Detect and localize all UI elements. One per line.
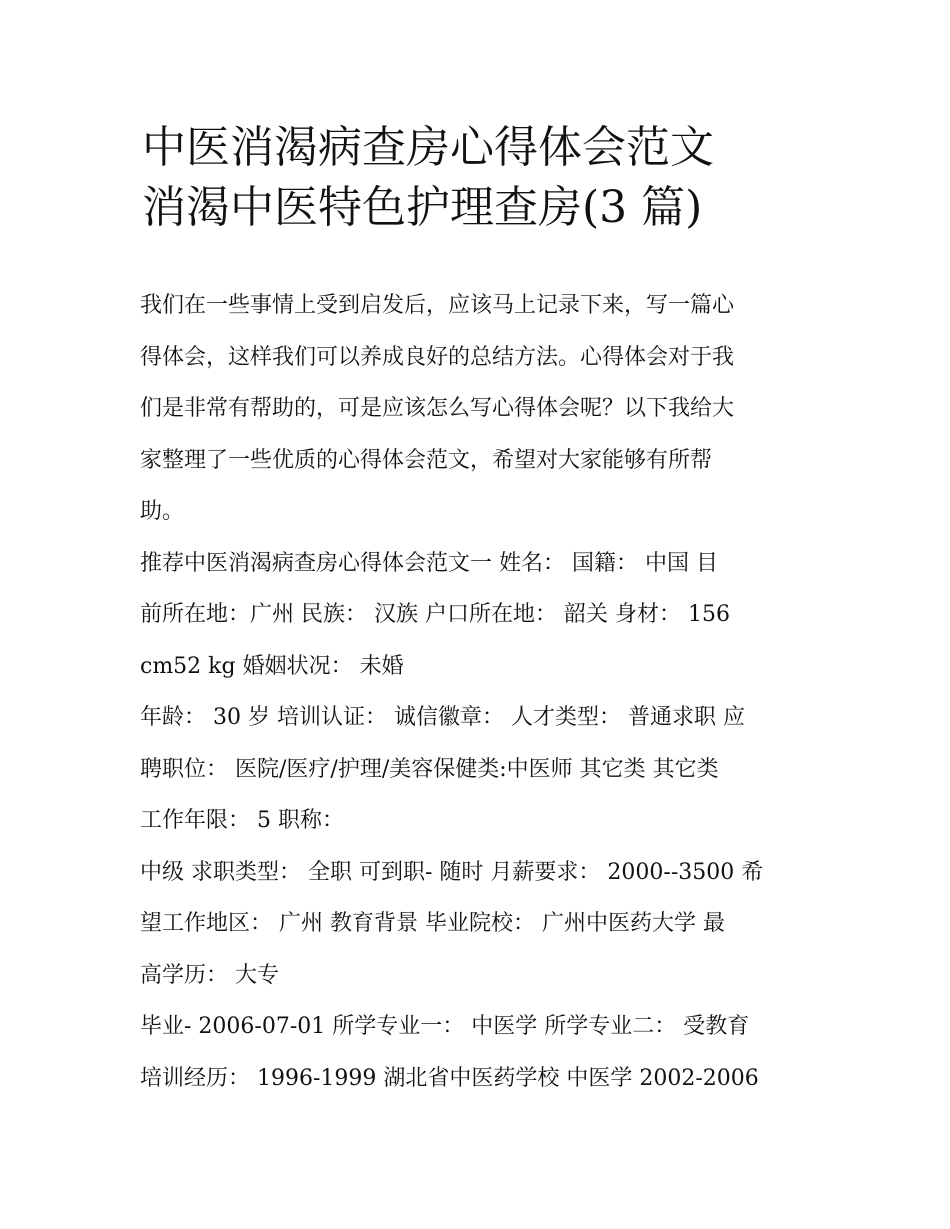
profile-paragraph xyxy=(140,538,820,693)
job-info-paragraph xyxy=(140,692,820,847)
text-line: 培训经历： 1996-1999 湖北省中医药学校 中医学 2002-2006 xyxy=(140,1065,759,1091)
intro-paragraph xyxy=(140,280,820,538)
text-line: 高学历： 大专 xyxy=(140,962,279,988)
text-line: 我们在一些事情上受到启发后，应该马上记录下来，写一篇心 xyxy=(140,293,735,318)
text-line: 中级 求职类型： 全职 可到职- 随时 月薪要求： 2000--3500 希 xyxy=(140,859,764,885)
job-preference-paragraph xyxy=(140,847,820,1002)
document-title xyxy=(142,118,842,238)
text-line: 聘职位： 医院/医疗/护理/美容保健类:中医师 其它类 其它类 xyxy=(140,756,719,782)
text-line: 得体会，这样我们可以养成良好的总结方法。心得体会对于我 xyxy=(140,344,735,370)
text-line: 家整理了一些优质的心得体会范文，希望对大家能够有所帮 xyxy=(140,447,713,473)
text-line: 年龄： 30 岁 培训认证： 诚信徽章： 人才类型： 普通求职 应 xyxy=(140,705,745,730)
title-line-1: 中医消渴病查房心得体会范文 xyxy=(142,122,714,173)
text-line: 毕业- 2006-07-01 所学专业一： 中医学 所学专业二： 受教育 xyxy=(140,1014,750,1039)
text-line: 望工作地区： 广州 教育背景 毕业院校： 广州中医药大学 最 xyxy=(140,911,725,936)
text-line: 们是非常有帮助的，可是应该怎么写心得体会呢？以下我给大 xyxy=(140,396,735,421)
text-line: 前所在地：广州 民族： 汉族 户口所在地： 韶关 身材： 156 xyxy=(140,602,730,627)
title-line-2: 消渴中医特色护理查房(3 篇) xyxy=(142,182,703,233)
text-line: 推荐中医消渴病查房心得体会范文一 姓名： 国籍： 中国 目 xyxy=(140,550,718,576)
text-line: 工作年限： 5 职称： xyxy=(140,808,344,833)
text-line: 助。 xyxy=(140,499,185,524)
text-line: cm52 kg 婚姻状况： 未婚 xyxy=(140,653,404,679)
education-paragraph xyxy=(140,1001,820,1104)
document-body xyxy=(140,280,820,1104)
